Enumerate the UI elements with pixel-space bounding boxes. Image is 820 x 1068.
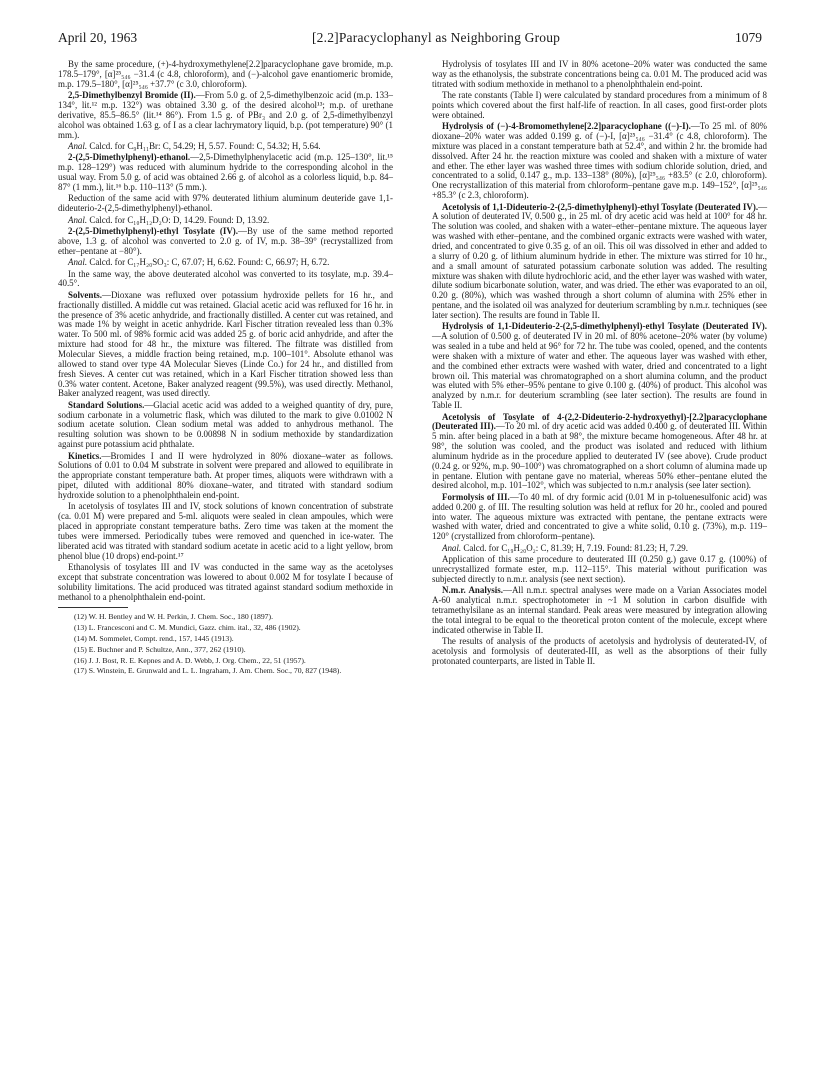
paragraph-text: —All n.m.r. spectral analyses were made on a Varian Associates model A-60 analytical n.m.r. spectrophotometer in ~1 M solution in carbon disulfide with tetramethylsilane as an internal standard. Peak areas were measured by integration allowing the total integral to be equal to the theoretical proton content of the molecule, except where indicated otherwise in Table II. bbox=[432, 585, 768, 635]
paragraph-text: Reduction of the same acid with 97% deuterated lithium aluminum deuteride gave 1,1-dideuterio-2-(2,5-dimethylphenyl)-ethanol. bbox=[58, 193, 393, 214]
section-heading: 2,5-Dimethylbenzyl Bromide (II). bbox=[68, 90, 196, 101]
paragraph bbox=[58, 91, 393, 140]
paragraph-text: By the same procedure, (+)-4-hydroxymethylene[2.2]paracyclophane gave bromide, m.p. 178.5–179°, [α]²⁵₅₄₆ −31.4 (c 4.8, chloroform), and (−)-alcohol gave enantiomeric bromide, m.p. 179.5–180°, [α]²⁵₅₄₆ +37.7° (c 3.0, chloroform). bbox=[58, 59, 393, 89]
paragraph-text: —To 40 ml. of dry formic acid (0.01 M in p-toluenesulfonic acid) was added 0.200 g. of III. The resulting solution was held at reflux for 20 hr., cooled and poured into water. The aqueous mixture was extracted with pentane, the pentane extracts were washed with water, dried and concentrated to give a white solid, 0.10 g. (73%), m.p. 119–120° (crystallized from chloroform–pentane). bbox=[432, 491, 767, 542]
paragraph bbox=[58, 60, 393, 90]
paragraph bbox=[432, 203, 767, 321]
paragraph-text: —To 20 ml. of dry acetic acid was added 0.400 g. of deuterated III. Within 5 min. after being placed in a bath at 98°, the mixture became homogeneous. After 48 hr. at 98°, the solution was cooled, and the product was isolated and reduced with lithium aluminum hydride as in the procedure applied to deuterated IV (see above). Crude product (0.24 g. or 92%, m.p. 90–100°) was chromatographed on a short column of alumina made up in pentane. Elution with pentane gave no material, whereas 50% ether–pentane eluted the desired alcohol, m.p. 101–102°, which was subjected to n.m.r analysis (see later section). bbox=[432, 421, 767, 491]
paragraph bbox=[58, 401, 393, 450]
paragraph bbox=[432, 413, 767, 492]
section-heading: 2-(2,5-Dimethylphenyl)-ethyl Tosylate (IV). bbox=[68, 226, 239, 237]
section-heading: Formolysis of III. bbox=[442, 491, 510, 502]
section-heading: Acetolysis of 1,1-Dideuterio-2-(2,5-dimethylphenyl)-ethyl Tosylate (Deuterated IV). bbox=[442, 201, 759, 212]
paragraph bbox=[432, 322, 767, 411]
paragraph bbox=[432, 493, 767, 542]
paragraph bbox=[432, 637, 767, 667]
section-heading: Kinetics. bbox=[68, 450, 102, 461]
section-heading: N.m.r. Analysis. bbox=[442, 585, 503, 596]
analysis-label: Anal. bbox=[68, 214, 88, 225]
paragraph bbox=[432, 60, 767, 90]
paragraph-text: The results of analysis of the products of acetolysis and hydrolysis of deuterated-IV, of acetolysis and formolysis of deuterated-III, as well as the absorptions of their fully protonated counterparts, are listed in Table II. bbox=[432, 636, 767, 666]
paragraph bbox=[432, 586, 767, 635]
paragraph bbox=[58, 270, 393, 290]
footnote-separator bbox=[58, 607, 128, 608]
paragraph bbox=[432, 544, 767, 554]
paragraph-text: Calcd. for C₁₀H₁₂D₂O: D, 14.29. Found: D, 13.92. bbox=[89, 214, 270, 225]
paragraph bbox=[432, 91, 767, 121]
paragraph bbox=[58, 216, 393, 226]
analysis-label: Anal. bbox=[442, 542, 462, 553]
analysis-label: Anal. bbox=[68, 257, 88, 268]
section-heading: Acetolysis of Tosylate of 4-(2,2-Dideuterio-2-hydroxyethyl)-[2.2]paracyclophane (Deuterated III). bbox=[432, 411, 767, 432]
left-column bbox=[58, 60, 393, 677]
paragraph-text: Hydrolysis of tosylates III and IV in 80% acetone–20% water was conducted the same way as the ethanolysis, the substrate concentrations being ca. 0.01 M. The produced acid was titrated with sodium methoxide in methanol to a phenolphthalein end-point. bbox=[432, 59, 767, 89]
header-title: [2.2]Paracyclophanyl as Neighboring Group bbox=[311, 30, 561, 45]
section-heading: Hydrolysis of (−)-4-Bromomethylene[2.2]paracyclophane ((−)-I). bbox=[442, 121, 691, 132]
footnote: (17) S. Winstein, E. Grunwald and L. L. Ingraham, J. Am. Chem. Soc., 70, 827 (1948). bbox=[74, 666, 342, 676]
paragraph-text: In acetolysis of tosylates III and IV, stock solutions of known concentration of substrate (ca. 0.01 M) were prepared and 5-ml. aliquots were sealed in clean ampoules, which were placed in appropriate constant temperature baths. Zero time was taken at the moment the tubes were immersed. Periodically tubes were removed and quenched in ice-water. The liberated acid was titrated with standard sodium acetate in acetic acid to a light yellow, brom phenol blue (10 drops) end-point.¹⁷ bbox=[58, 501, 393, 561]
paragraph bbox=[58, 258, 393, 268]
paragraph-text: —By use of the same method reported above, 1.3 g. of alcohol was converted to 2.0 g. of IV, m.p. 38–39° (recrystallized from ether–pentane at −80°). bbox=[58, 226, 394, 256]
paragraph-text: Ethanolysis of tosylates III and IV was conducted in the same way as the acetolyses except that substrate concentration was lowered to about 0.002 M for tosylate I because of solubility limitations. The acid produced was titrated against standard sodium methoxide in methanol to a phenolphthalein end-point. bbox=[58, 562, 393, 602]
section-heading: 2-(2,5-Dimethylphenyl)-ethanol. bbox=[68, 152, 191, 163]
paragraph bbox=[58, 153, 393, 192]
paragraph-text: Calcd. for C₁₉H₂₀O₂: C, 81.39; H, 7.19. Found: 81.23; H, 7.29. bbox=[463, 542, 688, 553]
paragraph bbox=[58, 452, 393, 501]
footnote: (16) J. J. Bost, R. E. Kepnes and A. D. Webb, J. Org. Chem., 22, 51 (1957). bbox=[74, 655, 306, 665]
paragraph-text: —Bromides I and II were hydrolyzed in 80% dioxane–water as follows. Solutions of 0.01 to 0.04 M substrate in solvent were prepared and allowed to equilibrate in the appropriate constant temperature bath. At proper times, aliquots were withdrawn with a pipet, diluted with additional 80% dioxane–water, and titrated with standard sodium hydroxide solution to a phenolphthalein end-point. bbox=[58, 450, 393, 500]
paragraph-text: —A solution of deuterated IV, 0.500 g., in 25 ml. of dry acetic acid was held at 100° for 48 hr. The solution was cooled, and shaken with a water–ether–pentane mixture. The aqueous layer was washed with ether–pentane, and the combined organic extracts were washed with water, dried, and concentrated to give 0.35 g. of an oil. This oil was dissolved in ether and added to a slurry of 0.20 g. of lithium aluminum hydride in ether. The mixture was stirred for 10 hr., and a small amount of saturated potassium carbonate solution was added. The resulting mixture was shaken with dilute hydrochloric acid, and the ether layer was washed with water, dilute sodium bicarbonate solution, water, and was dried. The ether was evaporated to an oil, 0.20 g. (80%), which was washed through a short column of alumina with 25% ether in pentane, and the isolated oil was analyzed for deuterium scrambling by n.m.r. techniques (see later section). The results are found in Table II. bbox=[432, 201, 767, 320]
paragraph-text: —Glacial acetic acid was added to a weighed quantity of dry, pure, sodium carbonate in a volumetric flask, which was diluted to the mark to give 0.01002 N sodium acetate solution. Clean sodium metal was added to anhydrous methanol. The resulting solution was shown to be 0.00898 N in sodium methoxide by standardization against pure potassium acid phthalate. bbox=[58, 399, 393, 450]
section-heading: Solvents. bbox=[68, 289, 103, 300]
paragraph-text: The rate constants (Table I) were calculated by standard procedures from a minimum of 8 points which covered about the first half-life of reaction. In all cases, good first-order plots were obtained. bbox=[432, 90, 767, 120]
footnote: (13) L. Francesconi and C. M. Mundici, Gazz. chim. ital., 32, 486 (1902). bbox=[74, 623, 301, 633]
paragraph-text: Calcd. for C₉H₁₁Br: C, 54.29; H, 5.57. Found: C, 54.32; H, 5.64. bbox=[89, 140, 321, 151]
analysis-label: Anal. bbox=[68, 140, 88, 151]
footnote: (15) E. Buchner and P. Schultze, Ann., 377, 262 (1910). bbox=[74, 644, 246, 654]
paragraph bbox=[58, 194, 393, 214]
paragraph bbox=[58, 563, 393, 602]
paragraph-text: In the same way, the above deuterated alcohol was converted to its tosylate, m.p. 39.4–40.5°. bbox=[58, 268, 393, 289]
page-number: 1079 bbox=[734, 30, 762, 45]
header-date: April 20, 1963 bbox=[58, 30, 138, 45]
footnote: (12) W. H. Bentley and W. H. Perkin, J. Chem. Soc., 180 (1897). bbox=[74, 612, 274, 622]
section-heading: Standard Solutions. bbox=[68, 399, 145, 410]
running-header bbox=[58, 30, 762, 46]
right-column bbox=[432, 60, 767, 668]
paragraph bbox=[58, 142, 393, 152]
paragraph-text: —From 5.0 g. of 2,5-dimethylbenzoic acid (m.p. 133–134°, lit.¹² m.p. 132°) was obtained 3.30 g. of the desired alcohol¹³; m.p. of urethane derivative, 85.5–86.5° (lit.¹⁴ 86°). From 1.5 g. of PBr₃ and 2.0 g. of 2,5-dimethylbenzyl alcohol was obtained 1.63 g. of I as a clear lachrymatory liquid, b.p. (pot temperature) 90° (1 mm.). bbox=[58, 90, 394, 140]
paragraph-text: —To 25 ml. of 80% dioxane–20% water was added 0.199 g. of (−)-I, [α]²⁵₅₄₆ −31.4° (c 4.8, chloroform). The mixture was placed in a constant temperature bath at 52.4°, and within 2 hr. the bromide had dissolved. After 24 hr. the reaction mixture was cooled and shaken with a mixture of water and ether. The ether layer was washed three times with sodium chloride solution, dried, and concentrated to a solid, 0.147 g., m.p. 133–138° (80%), [α]²⁵₅₄₆ +83.5° (c 2.0, chloroform). One recrystallization of this material from chloroform–pentane gave m.p. 149–152°, [α]²⁵₅₄₆ +85.3° (c 2.3, chloroform). bbox=[432, 121, 767, 201]
paragraph bbox=[58, 502, 393, 561]
section-heading: Hydrolysis of 1,1-Dideuterio-2-(2,5-dimethylphenyl)-ethyl Tosylate (Deuterated IV). bbox=[442, 321, 767, 332]
paragraph bbox=[432, 555, 767, 585]
paragraph bbox=[58, 291, 393, 399]
paragraph bbox=[432, 122, 767, 201]
paragraph bbox=[58, 227, 393, 257]
paragraph-text: Application of this same procedure to deuterated III (0.250 g.) gave 0.17 g. (100%) of unrecrystallized formate ester, m.p. 112–115°. This material without purification was subjected directly to n.m.r. analysis (see next section). bbox=[432, 554, 767, 584]
paragraph-text: —2,5-Dimethylphenylacetic acid (m.p. 125–130°, lit.¹⁵ m.p. 128–129°) was reduced with aluminum hydride to the corresponding alcohol in the usual way. From 5.0 g. of acid was obtained 2.66 g. of alcohol as a colorless liquid, b.p. 84–87° (1 mm.), lit.¹⁶ b.p. 110–113° (5 mm.). bbox=[58, 152, 393, 192]
paragraph-text: —A solution of 0.500 g. of deuterated IV in 20 ml. of 80% acetone–20% water (by volume) was sealed in a tube and held at 96° for 72 hr. The tube was cooled, opened, and the contents were shaken with a mixture of water and ether. The aqueous layer was washed with ether, and the combined ether extracts were washed with water, dried and concentrated to a light brown oil. This material was chromatographed on a short alumina column, and the product was eluted with 5% ether–95% pentane to give 0.100 g. (40%) of product. This alcohol was analyzed by n.m.r. for deuterium scrambling (see later section). The results are found in Table II. bbox=[432, 331, 767, 411]
footnote: (14) M. Sommelet, Compt. rend., 157, 1445 (1913). bbox=[74, 634, 234, 644]
paragraph-text: —Dioxane was refluxed over potassium hydroxide pellets for 16 hr., and fractionally distilled. A middle cut was retained. Glacial acetic acid was refluxed for 16 hr. in the presence of 3% acetic anhydride, and fractionally distilled. A center cut was retained, and was made 1% by weight in acetic anhydride. Karl Fischer titration revealed less than 0.3% water. To 500 ml. of 98% formic acid was added 25 g. of boric acid anhydride, and after the mixture had stood for 48 hr., the mixture was filtered. The filtrate was distilled from Molecular Sieves, a middle fraction being retained, m.p. 100–101°. Absolute ethanol was allowed to stand over type 4A Molecular Sieves (Linde Co.) for 24 hr., and distilled from fresh Sieves. A center cut was retained, which in a Karl Fischer titration showed less than 0.3% water content. Acetone, Baker analyzed reagent (99.5%), was used directly. Methanol, Baker analyzed reagent, was used directly. bbox=[58, 289, 393, 399]
paragraph-text: Calcd. for C₁₇H₂₀SO₃: C, 67.07; H, 6.62. Found: C, 66.97; H, 6.72. bbox=[89, 257, 330, 268]
